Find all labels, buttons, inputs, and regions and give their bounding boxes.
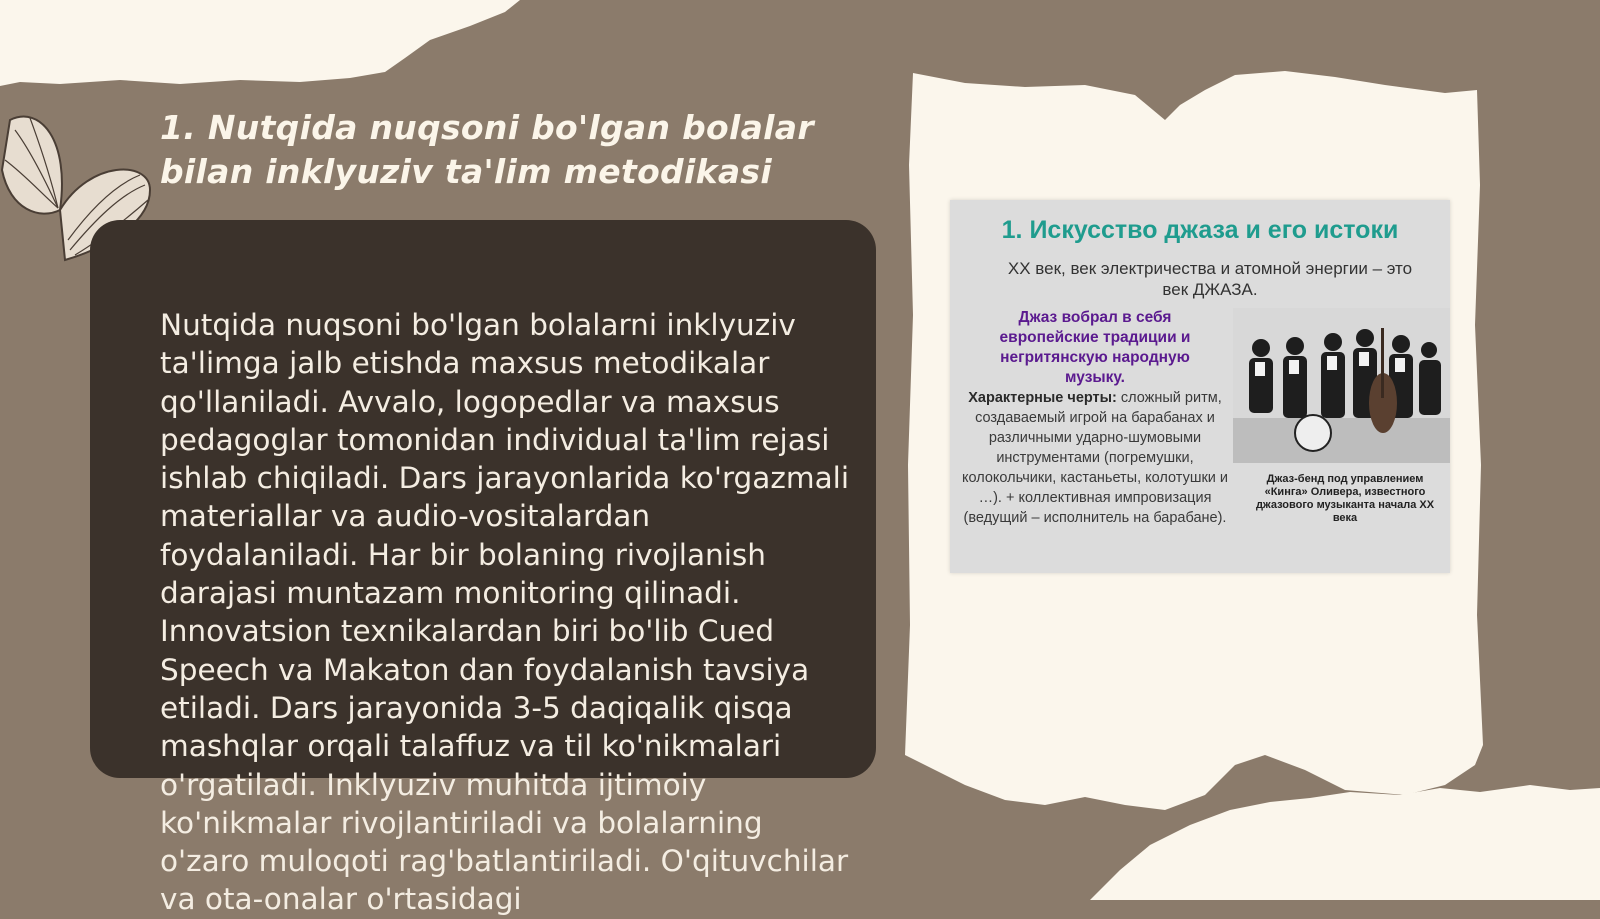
features-text: сложный ритм, создаваемый игрой на барабанах и различными ударно-шумовыми инструментами (погремушки, колокольчики, кастаньеты, колотушки и …). + коллективная импровизация (ведущий – исполнитель на барабане). [961,390,1229,526]
inner-slide-title: 1. Искусство джаза и его истоки [1001,216,1399,244]
inner-slide-features [960,388,1230,528]
body-text: Nutqida nuqsoni bo'lgan bolalarni inklyuziv ta'limga jalb etishda maxsus metodikalar qo'llaniladi. Avvalo, logopedlar va maxsus pedagoglar tomonidan individual ta'lim rejasi ishlab chiqiladi. Dars jarayonlarida ko'rgazmali materiallar va audio-vositalardan foydalaniladi. Har bir bolaning rivojlanish darajasi muntazam monitoring qilinadi. Innovatsion texnikalardan biri bo'lib Cued Speech va Makaton dan foydalanish tavsiya etiladi. Dars jarayonida 3-5 daqiqalik qisqa mashqlar orqali talaffuz va til ko'nikmalari o'rgatiladi. Inklyuziv muhitda ijtimoiy ko'nikmalar rivojlantiriladi va bolalarning o'zaro muloqoti rag'batlantiriladi. O'qituvchilar va ota-onalar o'rtasidagi [160,308,850,917]
slide-title: 1. Nutqida nuqsoni bo'lgan bolalar bilan inklyuziv ta'lim metodikasi [160,108,814,191]
inner-slide-subtitle: XX век, век электричества и атомной энергии – это век ДЖАЗА. [1007,259,1413,299]
jazz-band-photo [1233,308,1450,463]
inner-slide-highlight: Джаз вобрал в себя европейские традиции и негритянскую народную музыку. [999,309,1191,386]
features-label: Характерные черты: [968,390,1117,406]
photo-caption: Джаз-бенд под управлением «Кинга» Оливера, известного джазового музыканта начала XX века [1255,473,1435,524]
embedded-slide-image [950,200,1450,573]
